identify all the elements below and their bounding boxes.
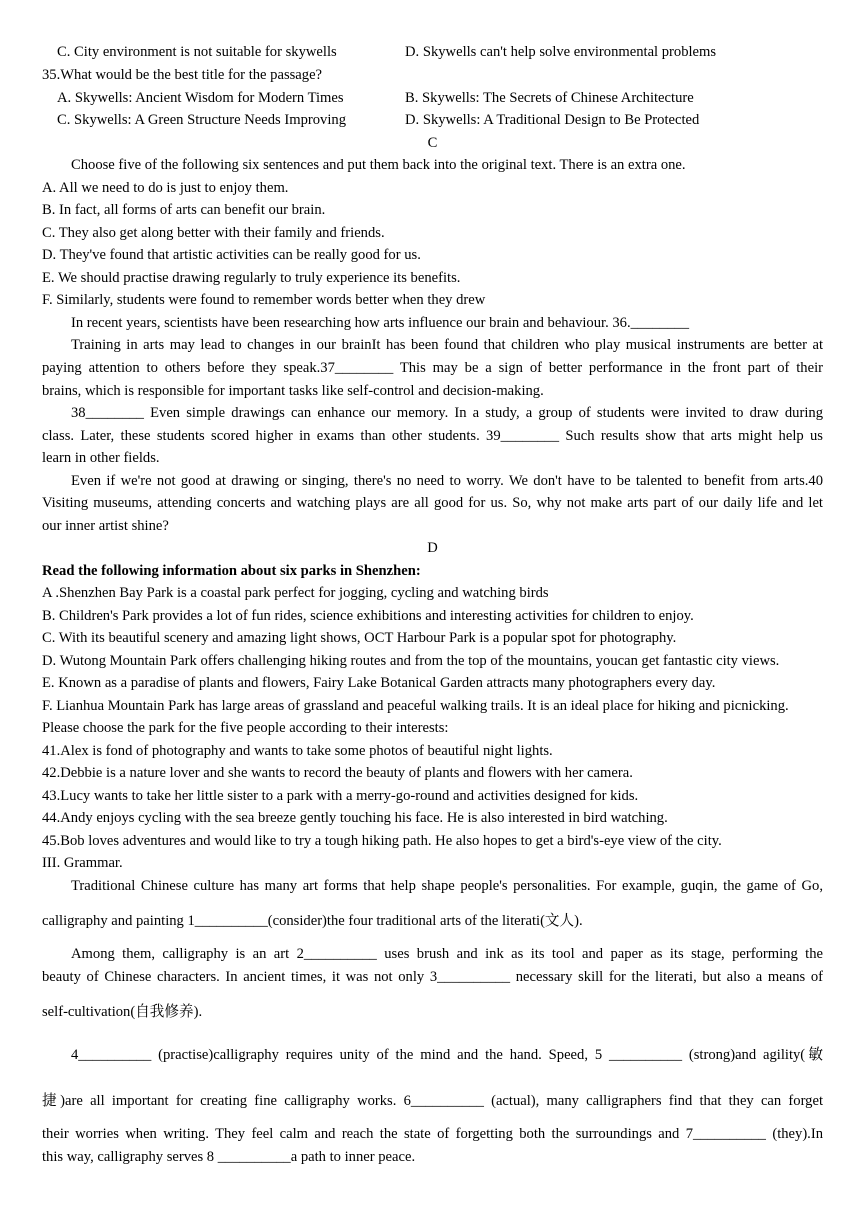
section-d-question: 41.Alex is fond of photography and wants to take some photos of beautiful night lights.: [42, 743, 553, 759]
section-d-question: 42.Debbie is a nature lover and she wants to record the beauty of plants and flowers with her camera.: [42, 765, 633, 781]
grammar-heading: III. Grammar.: [42, 855, 123, 871]
park-item: F. Lianhua Mountain Park has large areas of grassland and peaceful walking trails. It is an ideal place for hiking and picnicking.: [42, 698, 789, 714]
q35-option-a: A. Skywells: Ancient Wisdom for Modern Times: [57, 90, 344, 106]
q35-option-d: D. Skywells: A Traditional Design to Be Protected: [405, 112, 700, 128]
park-item: A .Shenzhen Bay Park is a coastal park perfect for jogging, cycling and watching birds: [42, 585, 549, 601]
section-d-question: 45.Bob loves adventures and would like to try a tough hiking path. He also hopes to get a bird's-eye view of the city.: [42, 833, 722, 849]
section-c-option: C. They also get along better with their family and friends.: [42, 225, 385, 241]
section-c-option: E. We should practise drawing regularly to truly experience its benefits.: [42, 270, 461, 286]
grammar-paragraph-3-line: 4__________ (practise)calligraphy requires unity of the mind and the hand. Speed, 5 __________ (strong)and agility(敏: [71, 1047, 823, 1063]
grammar-paragraph-2-line: Among them, calligraphy is an art 2__________ uses brush and ink as its tool and paper as its stage, performing the: [71, 946, 823, 962]
section-c-option: A. All we need to do is just to enjoy them.: [42, 180, 289, 196]
section-c-letter: C: [427, 135, 438, 151]
grammar-paragraph-2-line: beauty of Chinese characters. In ancient times, it was not only 3__________ necessary skill for the literati, but also a means of: [42, 969, 823, 985]
q35-stem: 35.What would be the best title for the passage?: [42, 67, 323, 83]
section-d-question: 44.Andy enjoys cycling with the sea breeze gently touching his face. He is also interested in bird watching.: [42, 810, 668, 826]
section-c-option: B. In fact, all forms of arts can benefit our brain.: [42, 202, 326, 218]
section-c-paragraph-4-line: Even if we're not good at drawing or singing, there's no need to worry. We don't have to be talented to benefit from arts.40: [71, 473, 823, 489]
grammar-paragraph-3-line: 捷)are all important for creating fine calligraphy works. 6__________ (actual), many calligraphers find that they can forget: [42, 1093, 823, 1109]
section-d-heading: Read the following information about six parks in Shenzhen:: [42, 563, 421, 579]
section-c-paragraph-4-line: Visiting museums, attending concerts and watching plays are all good for us. So, why not make arts part of our daily life and let: [42, 495, 823, 511]
park-item: D. Wutong Mountain Park offers challenging hiking routes and from the top of the mountains, youcan get fantastic city views.: [42, 653, 780, 669]
section-c-option: F. Similarly, students were found to remember words better when they drew: [42, 292, 486, 308]
section-c-paragraph-2-line: paying attention to others before they speak.37________ This may be a sign of better performance in the front part of their: [42, 360, 823, 376]
section-c-paragraph-3-line: 38________ Even simple drawings can enhance our memory. In a study, a group of students were invited to draw during: [71, 405, 823, 421]
q35-option-c: C. Skywells: A Green Structure Needs Improving: [57, 112, 346, 128]
park-item: C. With its beautiful scenery and amazing light shows, OCT Harbour Park is a popular spot for photography.: [42, 630, 677, 646]
grammar-paragraph-1-line: Traditional Chinese culture has many art forms that help shape people's personalities. For example, guqin, the game of Go,: [71, 878, 823, 894]
park-item: E. Known as a paradise of plants and flowers, Fairy Lake Botanical Garden attracts many photographers every day.: [42, 675, 716, 691]
section-c-option: D. They've found that artistic activities can be really good for us.: [42, 247, 421, 263]
section-c-paragraph-3-line: class. Later, these students scored higher in exams than other students. 39________ Such results show that arts might help us: [42, 428, 823, 444]
grammar-paragraph-2-line: self-cultivation(自我修养).: [42, 1004, 203, 1020]
q34-option-d: D. Skywells can't help solve environmental problems: [405, 44, 717, 60]
section-d-prompt: Please choose the park for the five people according to their interests:: [42, 720, 449, 736]
section-d-letter: D: [427, 540, 438, 556]
section-c-paragraph-2-line: Training in arts may lead to changes in our brainIt has been found that children who play musical instruments are better at: [71, 337, 823, 353]
section-c-paragraph-3-line: learn in other fields.: [42, 450, 160, 466]
q35-option-b: B. Skywells: The Secrets of Chinese Architecture: [405, 90, 694, 106]
section-d-question: 43.Lucy wants to take her little sister to a park with a merry-go-round and activities designed for kids.: [42, 788, 639, 804]
park-item: B. Children's Park provides a lot of fun rides, science exhibitions and interesting activities for children to enjoy.: [42, 608, 694, 624]
section-c-paragraph-4-line: our inner artist shine?: [42, 518, 169, 534]
section-c-paragraph-2-line: brains, which is responsible for important tasks like self-control and decision-making.: [42, 383, 544, 399]
grammar-paragraph-1-line: calligraphy and painting 1__________(consider)the four traditional arts of the literati(文人).: [42, 913, 583, 929]
q34-option-c: C. City environment is not suitable for skywells: [57, 44, 337, 60]
section-c-instruction: Choose five of the following six sentences and put them back into the original text. There is an extra one.: [71, 157, 686, 173]
grammar-paragraph-3-line: this way, calligraphy serves 8 __________a path to inner peace.: [42, 1149, 416, 1165]
section-c-paragraph-1: In recent years, scientists have been researching how arts influence our brain and behaviour. 36.________: [71, 315, 689, 331]
grammar-paragraph-3-line: their worries when writing. They feel calm and reach the state of forgetting both the surroundings and 7__________ (they).In: [42, 1126, 823, 1142]
